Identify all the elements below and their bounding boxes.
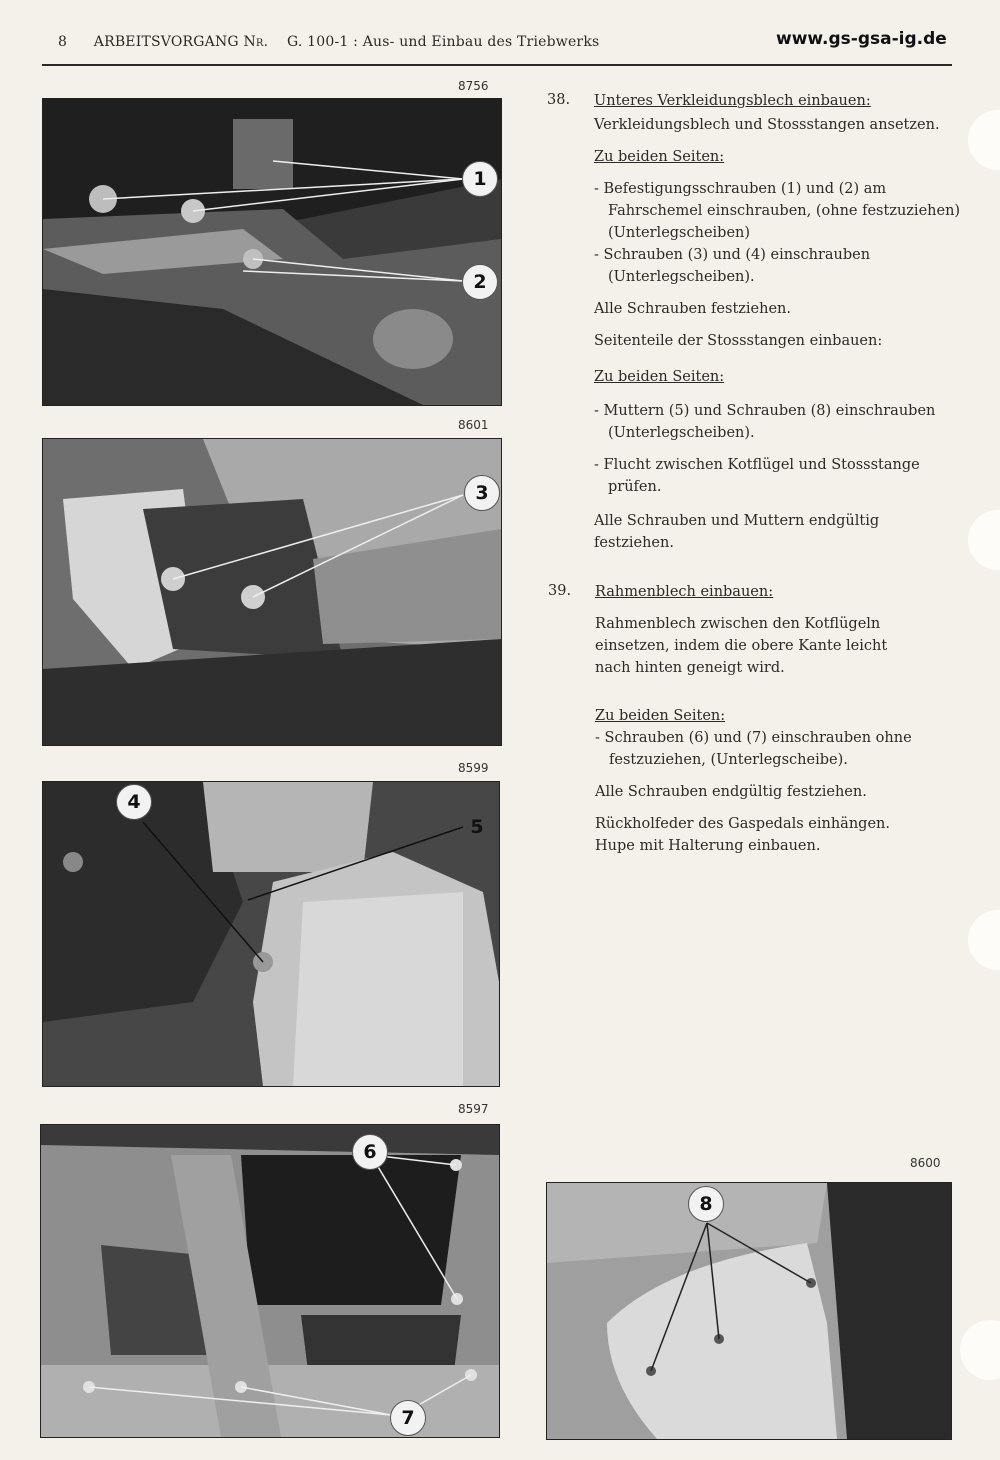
punch-hole [968, 910, 1000, 970]
paragraph: Rückholfeder des Gaspedals einhängen. [595, 816, 890, 832]
step-heading: Unteres Verkleidungsblech einbauen: [594, 93, 871, 109]
bullet-list [595, 727, 940, 771]
list-item: - Flucht zwischen Kotflügel und Stossstange prüfen. [594, 457, 920, 495]
bullet-list [594, 400, 964, 498]
header-rule [42, 64, 952, 66]
page-title: G. 100-1 : Aus- und Einbau des Triebwerks [286, 34, 600, 50]
bullet-list [594, 178, 964, 288]
photo-image [547, 1183, 951, 1439]
figure-number: 8600 [910, 1156, 941, 1170]
photo-image [43, 439, 501, 745]
photo-image [43, 782, 499, 1086]
callout-5: 5 [470, 816, 484, 838]
paragraph: Alle Schrauben festziehen. [594, 301, 791, 317]
step-number: 39. [548, 583, 572, 599]
photo-fender-nut [42, 781, 500, 1087]
step-number: 38. [547, 92, 571, 108]
callout-7: 7 [390, 1400, 426, 1436]
figure-number: 8756 [458, 79, 489, 93]
step-39-block [595, 581, 940, 857]
list-item: - Schrauben (3) und (4) einschrauben (Unterlegscheiben). [594, 247, 871, 285]
list-item: - Muttern (5) und Schrauben (8) einschrauben (Unterlegscheiben). [594, 403, 936, 441]
list-item: - Schrauben (6) und (7) einschrauben ohne festzuziehen, (Unterlegscheibe). [595, 730, 912, 768]
photo-image [43, 99, 501, 405]
paragraph: Alle Schrauben endgültig festziehen. [595, 784, 867, 800]
figure-number: 8597 [458, 1102, 489, 1116]
step-heading: Rahmenblech einbauen: [595, 584, 774, 600]
step-intro: Verkleidungsblech und Stossstangen ansetzen. [594, 117, 940, 133]
figure-number: 8599 [458, 761, 489, 775]
paragraph: Alle Schrauben und Muttern endgültig festziehen. [594, 513, 880, 551]
photo-bumper-screws [42, 438, 502, 746]
operation-label: ARBEITSVORGANG Nr. [93, 34, 269, 50]
photo-image [41, 1125, 499, 1437]
callout-2: 2 [462, 264, 498, 300]
callout-1: 1 [462, 161, 498, 197]
punch-hole [968, 510, 1000, 570]
figure-number: 8601 [458, 418, 489, 432]
callout-4: 4 [116, 784, 152, 820]
sub-heading: Zu beiden Seiten: [594, 149, 725, 165]
page-header [58, 34, 599, 50]
sub-heading: Zu beiden Seiten: [595, 708, 726, 724]
sub-heading: Zu beiden Seiten: [594, 369, 725, 385]
photo-subframe-screws [42, 98, 502, 406]
list-item: - Befestigungsschrauben (1) und (2) am Fahrschemel einschrauben, (ohne festzuziehen) (Unterlegscheiben) [594, 181, 961, 241]
callout-3: 3 [464, 475, 500, 511]
paragraph: Hupe mit Halterung einbauen. [595, 838, 821, 854]
callout-6: 6 [352, 1134, 388, 1170]
punch-hole [968, 110, 1000, 170]
website-link[interactable]: www.gs-gsa-ig.de [776, 29, 947, 49]
callout-8: 8 [688, 1186, 724, 1222]
punch-hole [960, 1320, 1000, 1380]
photo-fender-screws [546, 1182, 952, 1440]
photo-frame-panel [40, 1124, 500, 1438]
page-number: 8 [58, 34, 68, 50]
step-38-block [594, 90, 964, 554]
step-intro: Rahmenblech zwischen den Kotflügeln einsetzen, indem die obere Kante leicht nach hinten geneigt wird. [595, 616, 888, 676]
paragraph: Seitenteile der Stossstangen einbauen: [594, 333, 883, 349]
